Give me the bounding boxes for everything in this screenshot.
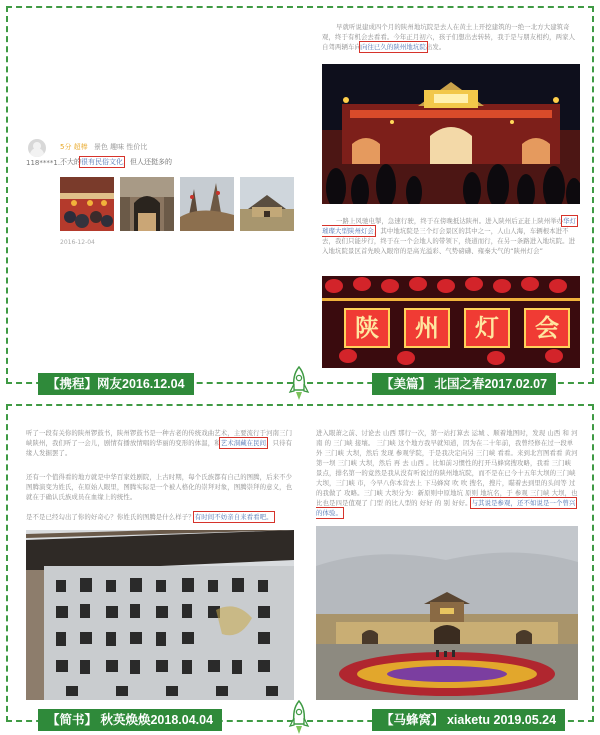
ctrip-review-panel <box>24 135 294 250</box>
review-date: 2016-12-04 <box>60 239 95 246</box>
rocket-icon <box>288 700 310 735</box>
avatar <box>28 139 46 157</box>
photo-thumb[interactable] <box>60 177 114 231</box>
lantern-char: 州 <box>404 308 450 348</box>
highlight-box: 艺术洞藏在民间 <box>220 439 267 447</box>
highlight-box: 有时间不妨亲自来看看吧。 <box>194 513 273 521</box>
rating-tags: 景色 趣味 性价比 <box>93 143 148 151</box>
photo-thumb[interactable] <box>180 177 234 231</box>
rating <box>60 142 147 152</box>
highlight-box: 向往已久的陕州地坑院 <box>360 43 426 51</box>
caption-mafengwo: 【马蜂窝】 xiaketu 2019.05.24 <box>372 709 565 731</box>
photo-thumb[interactable] <box>120 177 174 231</box>
mafengwo-article-panel <box>316 428 578 700</box>
rocket-icon <box>288 366 310 402</box>
username: 118****1... <box>26 159 65 167</box>
review-photos <box>60 177 294 231</box>
lantern-photo[interactable] <box>322 276 580 368</box>
caption-ctrip: 【携程】网友2016.12.04 <box>38 373 194 395</box>
jianshu-article-panel <box>26 428 294 700</box>
caption-jianshu: 【简书】 秋英焕焕2018.04.04 <box>38 709 222 731</box>
highlight-box: 很有民俗文化 <box>81 158 123 166</box>
article-paragraph: 早就听说建成四个月的陕州地坑院是去人在黄土上开挖建筑的一绝一北方大建筑奇观，终于有机会去看看。今年正月初六，孩子们想出去转转，我于是与朋友相约，两家人自驾两辆车向向往已久的陕州地坑院出发。 <box>322 23 576 51</box>
highlight-box: 华灯璀璨大型陕州灯会 <box>322 217 577 235</box>
lantern-char: 会 <box>524 308 570 348</box>
lantern-signs <box>344 308 570 348</box>
lantern-char: 陕 <box>344 308 390 348</box>
lantern-char: 灯 <box>464 308 510 348</box>
gate-daytime-photo[interactable] <box>316 526 578 700</box>
article-paragraph: 一路上风驰电掣，急速行驶，终于在傍晚抵达陕州。进入陕州后正赶上陕州举办华灯璀璨大型陕州灯会，其中地坑院是三个灯会景区的其中之一，人山人海，车辆根本进不去，我们只能步行，终于在一个会地人的带领下，绕道而行，在另一条路进入地坑院。进入地坑院景区首先映入眼帘的是高光溢彩、气势磅礴、雍秦大气的“陕州灯会” <box>322 217 577 255</box>
highlight-box: 与其说是参观，还不如说是一个曾兴的体验。 <box>316 499 576 517</box>
meipian-article-panel <box>322 20 580 368</box>
night-gate-photo[interactable] <box>322 64 580 204</box>
article-paragraph: 进入眼萧之前、讨论去 山西 那行一次，第一站打算去 运城 、顺着地图时，发现 山西 和 河南 的 三门峡 接壤。 三门峡 这个地方我早就知道，因为在二十年前，我曾经修在过一段单外 三门峡 大坝，然后 发现 参观学院，于是我决定向另 三门峡 看看。来到北宫图看看 黄河 第一坝 三门峡 大坝，然后 再 去 山西 。比如前习惯性的打开马蜂窝搜攻略，我看 三门峡 景点，排名第一的竟然是我从没有听说过的陕州地坑院，而不是在已今十五年大坝的三门峡大坝，三门峡 市，今早八你本营去上 下马蜂窝 吹 吹 搜名，搜片，瞄着去到里的头间等 过的我做了 攻略。三门峡 大坝分为：新原则中原地坑 原则 地坑名，于 参观 三门峡 大坝，也比也是四是值观了 门型 的比人型的 好好 的 别 好好。与其说是参观，还不如说是一个曾兴的体验。 <box>316 429 578 517</box>
article-paragraph: 还有一个值得看的地方就是中华百家姓剧院，上古时期，每个氏族都有自己的图腾，后来不少图腾演变为姓氏，在原始人眼里，图腾实际是一个被人格化的崇拜对象，图腾崇拜的意义，也就在于确认氏族成员在血缘上的统性。 <box>26 473 293 501</box>
totem-wall-photo[interactable] <box>26 530 294 700</box>
caption-meipian: 【美篇】 北国之春2017.02.07 <box>372 373 556 395</box>
article-paragraph: 是不是已经勾出了你的好奇心？你姓氏的图腾是什么样子？有时间不妨亲自来看看吧。 <box>26 513 273 521</box>
rating-label: 5分 超棒 <box>60 143 88 151</box>
photo-thumb[interactable] <box>240 177 294 231</box>
article-paragraph: 听了一段有关你的陕州锣鼓书，陕州锣鼓书是一种古老的传统戏曲艺术，主要流行于河南三门峡陕州，我们听了一会儿，剧情有播放情唱的华丽的变形的体温，和艺术洞藏在民间，只待有缘人发掘罢了。 <box>26 429 293 457</box>
review-text: 不大的很有民俗文化，但人还挺多的 <box>60 158 172 166</box>
